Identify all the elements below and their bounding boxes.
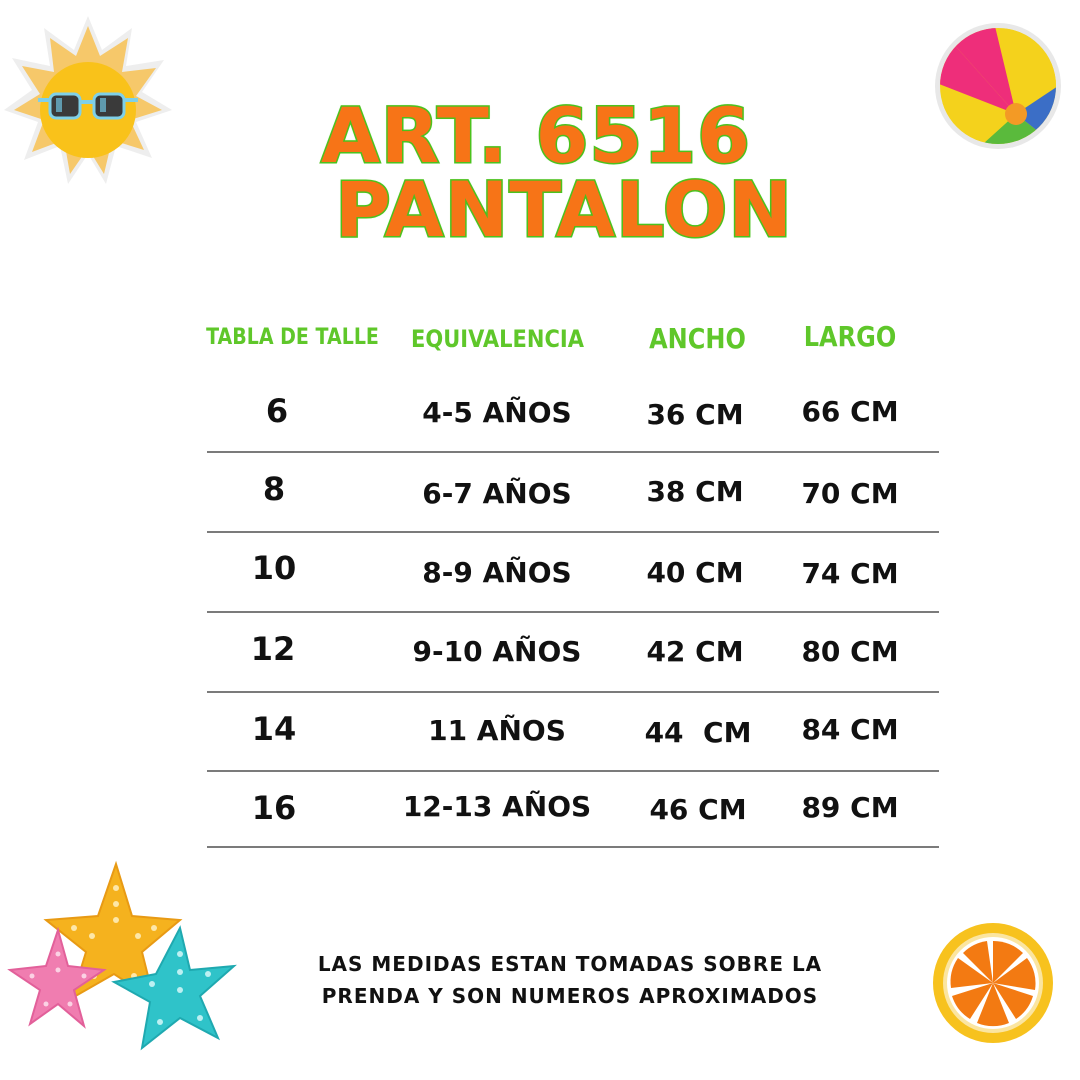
width-cell: 38 CM [646,475,744,508]
measurement-note-line-1: LAS MEDIDAS ESTAN TOMADAS SOBRE LA [317,952,823,976]
width-cell: 44 CM [644,716,752,749]
column-header-equivalence: EQUIVALENCIA [411,325,584,353]
row-divider [207,691,939,693]
equivalence-cell: 8-9 AÑOS [422,556,572,589]
equivalence-cell: 9-10 AÑOS [412,635,582,668]
length-cell: 89 CM [801,791,899,824]
size-cell: 16 [251,789,297,827]
column-header-width: ANCHO [649,322,746,356]
size-cell: 6 [265,392,289,430]
row-divider [207,611,939,613]
page-title-line-2: PANTALON [335,165,793,254]
equivalence-cell: 12-13 AÑOS [402,790,592,823]
row-divider [207,770,939,772]
size-cell: 12 [250,630,296,668]
length-cell: 84 CM [801,713,899,746]
width-cell: 36 CM [646,398,744,431]
length-cell: 74 CM [801,557,899,590]
page-title-line-1: ART. 6516 [320,91,752,180]
orange-slice-icon [930,920,1056,1046]
column-header-size-table: TABLA DE TALLE [206,324,379,350]
measurement-note-line-2: PRENDA Y SON NUMEROS APROXIMADOS [321,984,819,1008]
length-cell: 66 CM [801,395,899,428]
row-divider [207,846,939,848]
equivalence-cell: 11 AÑOS [428,714,566,747]
width-cell: 40 CM [646,556,744,589]
column-header-length: LARGO [803,320,897,354]
width-cell: 42 CM [646,635,744,668]
equivalence-cell: 4-5 AÑOS [422,396,572,429]
size-cell: 14 [251,710,297,748]
size-cell: 8 [262,470,286,508]
width-cell: 46 CM [649,793,747,826]
row-divider [207,451,939,453]
length-cell: 70 CM [801,477,899,510]
equivalence-cell: 6-7 AÑOS [422,477,572,510]
size-cell: 10 [251,549,297,587]
starfish-icon [4,858,240,1054]
row-divider [207,531,939,533]
length-cell: 80 CM [801,635,899,668]
measurement-note [250,948,890,1012]
